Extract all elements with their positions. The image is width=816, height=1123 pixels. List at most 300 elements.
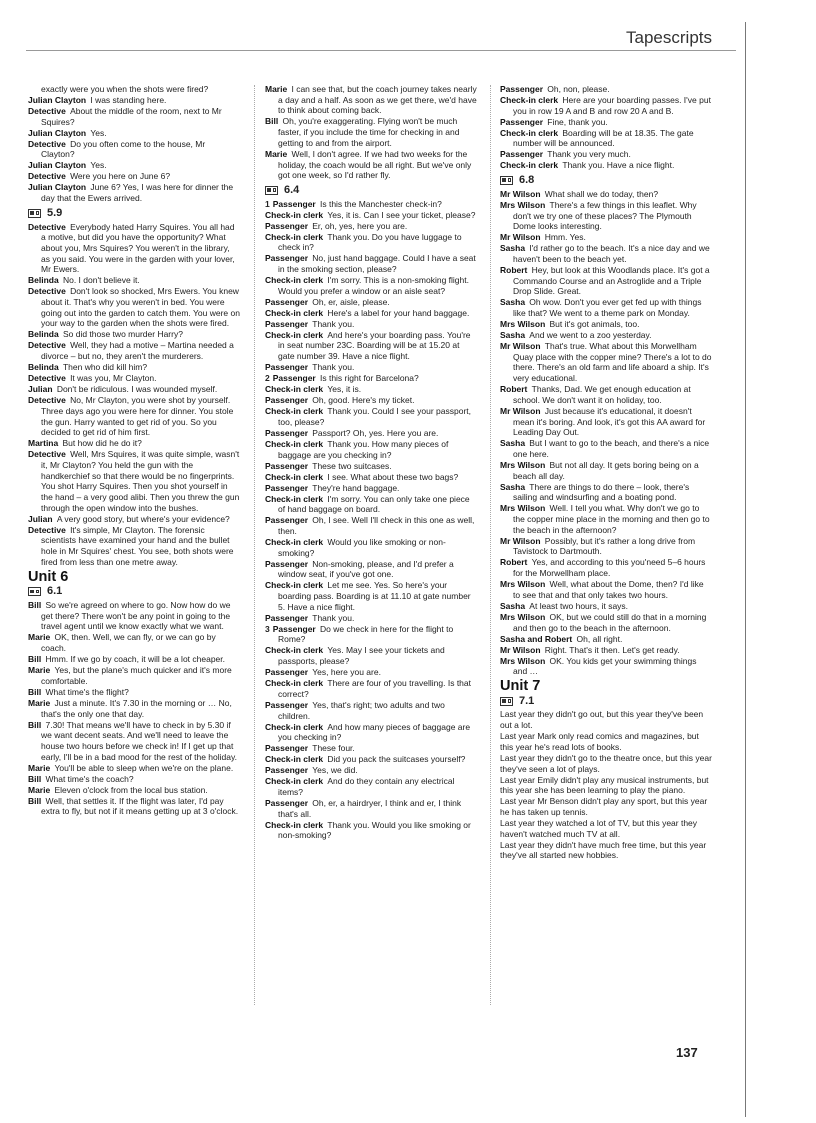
speaker-name: Passenger xyxy=(265,515,308,526)
dialogue-text: Yes. xyxy=(90,160,107,171)
dialogue-line xyxy=(28,384,240,395)
speaker-name: Marie xyxy=(28,784,51,795)
dialogue-line xyxy=(500,84,712,95)
dialogue-line xyxy=(28,514,240,525)
speaker-name: Check-in clerk xyxy=(500,160,559,171)
dialogue-text: OK, then. Well, we can fly, or we can go by coach. xyxy=(41,632,216,654)
dialogue-text: Oh, all right. xyxy=(576,633,623,644)
track-number: 5.9 xyxy=(47,206,63,219)
speaker-name: Bill xyxy=(28,599,42,610)
dialogue-line xyxy=(28,687,240,698)
dialogue-text: So we're agreed on where to go. Now how do we get there? There won't be any point in going to the travel agent until we know exactly what we want. xyxy=(41,599,231,632)
speaker-name: Julian xyxy=(28,384,53,395)
speaker-name: Marie xyxy=(265,84,288,94)
dialogue-line xyxy=(265,384,477,395)
dialogue-text: Thanks, Dad. We get enough education at school. We don't want it on holiday, too. xyxy=(513,384,691,405)
dialogue-text: Is this right for Barcelona? xyxy=(319,373,419,384)
speaker-name: Passenger xyxy=(265,427,308,438)
dialogue-line xyxy=(265,722,477,743)
dialogue-text: But how did he do it? xyxy=(62,438,142,449)
speaker-name: Check-in clerk xyxy=(265,580,324,591)
dialogue-text: Well, they had a motive – Martina needed a divorce – but no, they aren't the murderers. xyxy=(41,340,234,362)
speaker-name: Marie xyxy=(28,665,51,676)
unit-heading: Unit 6 xyxy=(28,568,69,585)
dialogue-text: Er, oh, yes, here you are. xyxy=(312,220,408,231)
speaker-name: Passenger xyxy=(500,84,543,94)
dialogue-line xyxy=(500,557,712,578)
speaker-name: Check-in clerk xyxy=(265,307,324,318)
text-paragraph: Last year Emily didn't play any musical instruments, but this year she has been learning to play the piano. xyxy=(500,774,709,796)
speaker-name: Passenger xyxy=(265,558,308,569)
dialogue-line xyxy=(28,329,240,340)
dialogue-number: 3 xyxy=(265,623,270,634)
dialogue-text: Passport? Oh, yes. Here you are. xyxy=(312,427,439,438)
speaker-name: Belinda xyxy=(28,362,59,373)
speaker-name: Passenger xyxy=(265,482,308,493)
dialogue-text: About the middle of the room, next to Mr Squires? xyxy=(41,106,222,127)
dialogue-line xyxy=(28,600,240,632)
speaker-name: Mr Wilson xyxy=(500,232,541,243)
dialogue-text: Thank you. Have a nice flight. xyxy=(562,160,675,171)
dialogue-text: What time's the coach? xyxy=(45,773,134,784)
speaker-name: Detective xyxy=(28,221,66,232)
dialogue-text: Oh, er, aisle, please. xyxy=(312,296,390,307)
dialogue-text: Don't be ridiculous. I was wounded myself. xyxy=(56,384,218,395)
speaker-name: Check-in clerk xyxy=(265,754,324,765)
dialogue-text: And do they contain any electrical items? xyxy=(278,776,455,797)
dialogue-line xyxy=(500,634,712,645)
dialogue-line xyxy=(28,95,240,106)
dialogue-line xyxy=(28,362,240,373)
dialogue-line xyxy=(265,624,477,645)
speaker-name: Bill xyxy=(265,116,279,127)
dialogue-line xyxy=(265,275,477,296)
dialogue-line xyxy=(265,199,477,210)
dialogue-text: Right. That's it then. Let's get ready. xyxy=(544,644,680,655)
speaker-name: Check-in clerk xyxy=(265,493,324,504)
text-paragraph: Last year Mark only read comics and magazines, but this year he's read lots of books. xyxy=(500,731,699,752)
dialogue-text: Yes, it is. xyxy=(327,384,362,395)
dialogue-text: You'll be able to sleep when we're on the plane. xyxy=(54,762,234,773)
dialogue-line xyxy=(28,395,240,438)
dialogue-line xyxy=(28,654,240,665)
speaker-name: Robert xyxy=(500,264,528,275)
continued-line: exactly were you when the shots were fired? xyxy=(41,84,209,94)
dialogue-line xyxy=(28,373,240,384)
text-paragraph: Last year Mr Benson didn't play any sport, but this year he has taken up tennis. xyxy=(500,796,708,817)
speaker-name: Mrs Wilson xyxy=(500,655,546,666)
dialogue-line xyxy=(265,373,477,384)
dialogue-text: Do we check in here for the flight to Rome? xyxy=(278,623,454,645)
dialogue-line xyxy=(265,308,477,319)
dialogue-text: Were you here on June 6? xyxy=(70,171,171,182)
speaker-name: Passenger xyxy=(265,362,308,373)
speaker-name: Sasha xyxy=(500,243,526,254)
speaker-name: Check-in clerk xyxy=(265,406,324,417)
dialogue-line xyxy=(500,95,712,116)
speaker-name: Check-in clerk xyxy=(500,95,559,105)
dialogue-text: Well, what about the Dome, then? I'd like to see that and that only takes two hours. xyxy=(513,579,704,600)
speaker-name: Check-in clerk xyxy=(265,438,324,449)
dialogue-line xyxy=(500,460,712,481)
dialogue-line xyxy=(265,559,477,580)
dialogue-line xyxy=(265,319,477,330)
speaker-name: Check-in clerk xyxy=(265,678,324,689)
dialogue-line xyxy=(28,665,240,686)
dialogue-line xyxy=(28,275,240,286)
speaker-name: Check-in clerk xyxy=(265,645,324,656)
dialogue-line xyxy=(28,774,240,785)
dialogue-text: These two suitcases. xyxy=(312,460,392,471)
speaker-name: Mrs Wilson xyxy=(500,611,546,622)
dialogue-line xyxy=(28,698,240,719)
dialogue-text: Oh, good. Here's my ticket. xyxy=(312,395,415,406)
dialogue-line xyxy=(265,461,477,472)
speaker-name: Mr Wilson xyxy=(500,644,541,655)
dialogue-line xyxy=(265,149,477,181)
speaker-name: Passenger xyxy=(272,198,316,209)
dialogue-line xyxy=(500,406,712,438)
dialogue-line xyxy=(265,362,477,373)
dialogue-text: Let me see. Yes. So here's your boarding pass. Boarding is at 11.10 at gate number 5. Have a nice flight. xyxy=(278,580,471,612)
dialogue-line xyxy=(265,776,477,797)
dialogue-text: No, Mr Clayton, you were shot by yourself. Three days ago you were here for dinner. You stole the gun. Harry wanted to get rid of you. So you decided to get rid of him first. xyxy=(41,395,234,438)
dialogue-text: Yes, it is. Can I see your ticket, please? xyxy=(327,209,476,220)
dialogue-text: Oh, non, please. xyxy=(547,84,610,94)
dialogue-line xyxy=(500,232,712,243)
speaker-name: Passenger xyxy=(265,699,308,710)
dialogue-line xyxy=(500,200,712,232)
dialogue-text: Well, that settles it. If the flight was later, I'd pay extra to fly, but not if it means getting up at 3 o'clock. xyxy=(41,795,239,817)
speaker-name: Mrs Wilson xyxy=(500,199,546,210)
speaker-name: Mrs Wilson xyxy=(500,503,546,514)
dialogue-line xyxy=(28,286,240,329)
dialogue-line xyxy=(500,482,712,503)
dialogue-line xyxy=(265,820,477,841)
dialogue-line xyxy=(265,395,477,406)
speaker-name: Detective xyxy=(28,340,66,351)
dialogue-text: Then who did kill him? xyxy=(62,362,148,373)
dialogue-text: Yes, and according to this you'need 5–6 hours for the Morwellham place. xyxy=(513,557,706,579)
dialogue-line xyxy=(500,117,712,128)
dialogue-text: But not all day. It gets boring being on a beach all day. xyxy=(513,459,699,481)
dialogue-text: Hmm. If we go by coach, it will be a lot cheaper. xyxy=(45,654,226,665)
speaker-name: Mr Wilson xyxy=(500,188,541,199)
dialogue-text: I'd rather go to the beach. It's a nice day and we haven't been to the beach yet. xyxy=(513,243,710,264)
dialogue-text: And how many pieces of baggage are you checking in? xyxy=(278,721,471,743)
dialogue-line xyxy=(265,472,477,483)
dialogue-line xyxy=(265,515,477,536)
dialogue-text: Yes. xyxy=(90,127,107,138)
track-heading xyxy=(28,208,240,219)
dialogue-line xyxy=(28,222,240,276)
speaker-name: Julian Clayton xyxy=(28,127,87,138)
dialogue-text: Thank you. How many pieces of baggage are you checking in? xyxy=(278,438,449,460)
dialogue-line xyxy=(28,796,240,817)
speaker-name: Passenger xyxy=(265,318,308,329)
dialogue-text: Well. I tell you what. Why don't we go to the copper mine place in the morning and then go to the beach in the afternoon? xyxy=(513,503,710,535)
dialogue-line xyxy=(500,536,712,557)
dialogue-line xyxy=(28,525,240,568)
dialogue-line xyxy=(500,579,712,600)
speaker-name: Detective xyxy=(28,286,66,297)
dialogue-text: There are things to do there – look, there's sailing and windsurfing and a boating pond. xyxy=(513,481,690,503)
dialogue-line xyxy=(28,340,240,361)
dialogue-line xyxy=(265,116,477,148)
speaker-name: Passenger xyxy=(265,612,308,623)
dialogue-text: There are four of you travelling. Is that correct? xyxy=(278,678,472,699)
speaker-name: Passenger xyxy=(265,296,308,307)
dialogue-number: 2 xyxy=(265,373,270,384)
dialogue-text: Possibly, but it's rather a long drive from Tavistock to Dartmouth. xyxy=(513,535,696,557)
speaker-name: Sasha xyxy=(500,297,526,308)
dialogue-text: I'm sorry. You can only take one piece of hand baggage on board. xyxy=(278,493,470,515)
dialogue-text: Do you often come to the house, Mr Clayton? xyxy=(41,138,206,160)
dialogue-text: Boarding will be at 18.35. The gate number will be announced. xyxy=(513,127,694,149)
dialogue-line xyxy=(500,128,712,149)
speaker-name: Martina xyxy=(28,438,59,449)
cd-icon xyxy=(28,587,41,596)
speaker-name: Detective xyxy=(28,138,66,149)
dialogue-line xyxy=(500,341,712,384)
dialogue-text: But I want to go to the beach, and there's a nice one here. xyxy=(513,438,710,459)
speaker-name: Mrs Wilson xyxy=(500,319,546,330)
speaker-name: Detective xyxy=(28,395,66,406)
speaker-name: Check-in clerk xyxy=(265,776,324,787)
dialogue-line xyxy=(265,678,477,699)
track-heading xyxy=(28,586,240,597)
dialogue-line xyxy=(265,428,477,439)
dialogue-text: Thank you very much. xyxy=(547,149,631,160)
speaker-name: Belinda xyxy=(28,329,59,340)
speaker-name: Check-in clerk xyxy=(265,384,324,395)
speaker-name: Sasha xyxy=(500,600,526,611)
cd-icon xyxy=(500,176,513,185)
dialogue-line xyxy=(28,785,240,796)
dialogue-line xyxy=(500,265,712,297)
speaker-name: Check-in clerk xyxy=(500,127,559,138)
dialogue-text: Did you pack the suitcases yourself? xyxy=(327,754,466,765)
dialogue-line xyxy=(500,601,712,612)
dialogue-text: What shall we do today, then? xyxy=(544,188,659,199)
dialogue-text: I see. What about these two bags? xyxy=(327,471,459,482)
speaker-name: Bill xyxy=(28,719,42,730)
speaker-name: Marie xyxy=(28,762,51,773)
dialogue-line xyxy=(265,232,477,253)
speaker-name: Robert xyxy=(500,384,528,395)
dialogue-text: At least two hours, it says. xyxy=(529,600,629,611)
dialogue-line xyxy=(265,253,477,274)
dialogue-line xyxy=(265,297,477,308)
dialogue-line xyxy=(500,330,712,341)
speaker-name: Passenger xyxy=(265,253,308,264)
dialogue-line xyxy=(265,580,477,612)
dialogue-text: And here's your boarding pass. You're in seat number 23C. Boarding will be at 15.20 at gate number 39. Have a nice flight. xyxy=(278,329,471,362)
speaker-name: Passenger xyxy=(272,623,316,634)
dialogue-line xyxy=(500,612,712,633)
dialogue-line xyxy=(265,439,477,460)
speaker-name: Check-in clerk xyxy=(265,721,324,732)
dialogue-text: Oh, I see. Well I'll check in this one as well, then. xyxy=(278,515,475,536)
dialogue-text: They're hand baggage. xyxy=(312,482,400,493)
dialogue-line xyxy=(28,182,240,203)
dialogue-line xyxy=(500,243,712,264)
speaker-name: Sasha xyxy=(500,438,526,449)
text-paragraph: Last year they didn't go out, but this year they've been out a lot. xyxy=(500,709,704,731)
dialogue-line xyxy=(265,221,477,232)
dialogue-text: Thank you. Would you like smoking or non-smoking? xyxy=(278,819,471,841)
running-head: Tapescripts xyxy=(626,28,712,47)
column-3 xyxy=(500,84,712,861)
speaker-name: Mr Wilson xyxy=(500,535,541,546)
dialogue-line xyxy=(28,128,240,139)
dialogue-line xyxy=(500,503,712,535)
speaker-name: Passenger xyxy=(265,220,308,231)
dialogue-text: Eleven o'clock from the local bus station. xyxy=(54,784,208,795)
dialogue-text: Well, I don't agree. If we had two weeks for the holiday, the coach would be all right. But we've only got one week, so I'd rather fly. xyxy=(278,148,472,181)
speaker-name: Detective xyxy=(28,524,66,535)
dialogue-text: Thank you. Do you have luggage to check in? xyxy=(278,231,462,253)
dialogue-line xyxy=(500,319,712,330)
track-heading xyxy=(500,175,712,186)
dialogue-text: Hmm. Yes. xyxy=(544,232,586,243)
dialogue-line xyxy=(28,449,240,513)
dialogue-line xyxy=(500,149,712,160)
speaker-name: Sasha and Robert xyxy=(500,633,573,644)
dialogue-line xyxy=(265,798,477,819)
dialogue-line xyxy=(28,438,240,449)
dialogue-line xyxy=(500,384,712,405)
dialogue-text: Here are your boarding passes. I've put you in row 19 A and B and row 20 A and B. xyxy=(513,95,711,116)
speaker-name: Check-in clerk xyxy=(265,471,324,482)
dialogue-line xyxy=(28,160,240,171)
speaker-name: Passenger xyxy=(272,373,316,384)
track-heading xyxy=(265,185,477,196)
speaker-name: Marie xyxy=(28,632,51,643)
dialogue-line xyxy=(265,765,477,776)
speaker-name: Sasha xyxy=(500,481,526,492)
dialogue-line xyxy=(28,632,240,653)
dialogue-text: I can see that, but the coach journey takes nearly a day and a half. As soon as we get there, we'd have to think about coming back. xyxy=(278,84,477,116)
dialogue-text: Is this the Manchester check-in? xyxy=(319,198,442,209)
dialogue-text: Just because it's educational, it doesn't mean it's boring. And look, it's got this AA award for Leading Day Out. xyxy=(513,405,706,438)
speaker-name: Detective xyxy=(28,171,66,182)
speaker-name: Check-in clerk xyxy=(265,329,324,340)
speaker-name: Detective xyxy=(28,449,66,460)
dialogue-line xyxy=(265,406,477,427)
dialogue-line xyxy=(28,139,240,160)
unit-heading: Unit 7 xyxy=(500,677,541,694)
dialogue-text: Would you like smoking or non-smoking? xyxy=(278,536,446,558)
dialogue-line xyxy=(265,330,477,362)
speaker-name: Passenger xyxy=(265,460,308,471)
dialogue-line xyxy=(500,438,712,459)
cd-icon xyxy=(265,186,278,195)
dialogue-text: I was standing here. xyxy=(90,95,167,105)
dialogue-text: What time's the flight? xyxy=(45,686,129,697)
page-edge-rule xyxy=(745,22,746,1117)
speaker-name: Julian Clayton xyxy=(28,160,87,171)
dialogue-text: Thank you. xyxy=(312,318,355,329)
speaker-name: Bill xyxy=(28,795,42,806)
speaker-name: Mr Wilson xyxy=(500,341,541,352)
dialogue-text: But it's got animals, too. xyxy=(549,319,640,330)
speaker-name: Bill xyxy=(28,654,42,665)
speaker-name: Passenger xyxy=(500,149,543,160)
column-1 xyxy=(28,84,240,817)
speaker-name: Check-in clerk xyxy=(265,819,324,830)
cd-icon xyxy=(28,209,41,218)
speaker-name: Belinda xyxy=(28,275,59,286)
dialogue-text: June 6? Yes, I was here for dinner the day that the Ewers arrived. xyxy=(41,182,234,204)
dialogue-line xyxy=(500,645,712,656)
dialogue-line xyxy=(28,763,240,774)
dialogue-text: These four. xyxy=(312,743,355,754)
dialogue-text: 7.30! That means we'll have to check in by 5.30 if we want decent seats. And we'll need to leave the house two hours before we check in! If I get up that early, I'll be in a bad mood for the rest of the holiday. xyxy=(41,719,237,762)
dialogue-text: No, just hand baggage. Could I have a seat in the smoking section, please? xyxy=(278,253,476,275)
dialogue-text: Everybody hated Harry Squires. You all had a motive, but did you have the opportunity? What about you, Mrs Squires? You weren't in the library, as you said. You were in the garden with your lover, Mr Ewers. xyxy=(41,221,235,275)
dialogue-text: It was you, Mr Clayton. xyxy=(70,373,157,384)
dialogue-text: Yes. May I see your tickets and passports, please? xyxy=(278,645,445,667)
speaker-name: Check-in clerk xyxy=(265,536,324,547)
speaker-name: Check-in clerk xyxy=(265,209,324,220)
dialogue-number: 1 xyxy=(265,198,270,209)
dialogue-text: Oh, er, a hairdryer, I think and er, I think that's all. xyxy=(278,797,462,819)
header-rule xyxy=(26,50,736,51)
dialogue-text: Fine, thank you. xyxy=(547,116,608,127)
speaker-name: Passenger xyxy=(265,667,308,678)
speaker-name: Mr Wilson xyxy=(500,405,541,416)
dialogue-line xyxy=(265,754,477,765)
dialogue-line xyxy=(500,160,712,171)
cd-icon xyxy=(500,697,513,706)
speaker-name: Mrs Wilson xyxy=(500,459,546,470)
column-separator xyxy=(254,85,255,1005)
dialogue-text: A very good story, but where's your evidence? xyxy=(56,513,230,524)
track-heading xyxy=(500,696,712,707)
speaker-name: Julian Clayton xyxy=(28,95,87,105)
dialogue-text: It's simple, Mr Clayton. The forensic scientists have examined your hand and the bullet hole in Mr Squires' chest. You see, both shots were fired from less than one metre away. xyxy=(41,524,234,567)
dialogue-text: Thank you. xyxy=(312,362,355,373)
dialogue-line xyxy=(500,656,712,677)
dialogue-line xyxy=(500,297,712,318)
text-paragraph: Last year they didn't have much free time, but this year they've all started new hobbies. xyxy=(500,839,707,861)
dialogue-text: Thank you. xyxy=(312,612,355,623)
speaker-name: Check-in clerk xyxy=(265,275,324,286)
dialogue-line xyxy=(500,189,712,200)
track-number: 6.4 xyxy=(284,183,300,196)
dialogue-line xyxy=(28,106,240,127)
track-number: 7.1 xyxy=(519,694,535,707)
dialogue-text: Well, Mrs Squires, it was quite simple, wasn't it, Mr Clayton? You held the gun with the handkerchief so that there would be no fingerprints. You shot Harry Squires. Then you shot yourself in the hand – a very good alibi. Then you threw the gun through the open window into the bushes. xyxy=(41,449,240,513)
dialogue-line xyxy=(265,210,477,221)
dialogue-line xyxy=(28,171,240,182)
dialogue-text: There's a few things in this leaflet. Why don't we try one of these places? The Plymouth Dome looks interesting. xyxy=(513,199,697,232)
speaker-name: Sasha xyxy=(500,330,526,341)
dialogue-line xyxy=(265,483,477,494)
dialogue-text: And we went to a zoo yesterday. xyxy=(529,330,652,341)
track-number: 6.1 xyxy=(47,585,63,598)
dialogue-text: Thank you. Could I see your passport, too, please? xyxy=(278,406,472,427)
column-2 xyxy=(265,84,477,841)
dialogue-line xyxy=(265,743,477,754)
page-number: 137 xyxy=(676,1045,698,1060)
dialogue-text: Yes, that's right; two adults and two children. xyxy=(278,699,445,721)
speaker-name: Passenger xyxy=(265,765,308,776)
dialogue-text: Just a minute. It's 7.30 in the morning or … No, that's the only one that day. xyxy=(41,697,232,719)
dialogue-line xyxy=(265,700,477,721)
speaker-name: Check-in clerk xyxy=(265,231,324,242)
